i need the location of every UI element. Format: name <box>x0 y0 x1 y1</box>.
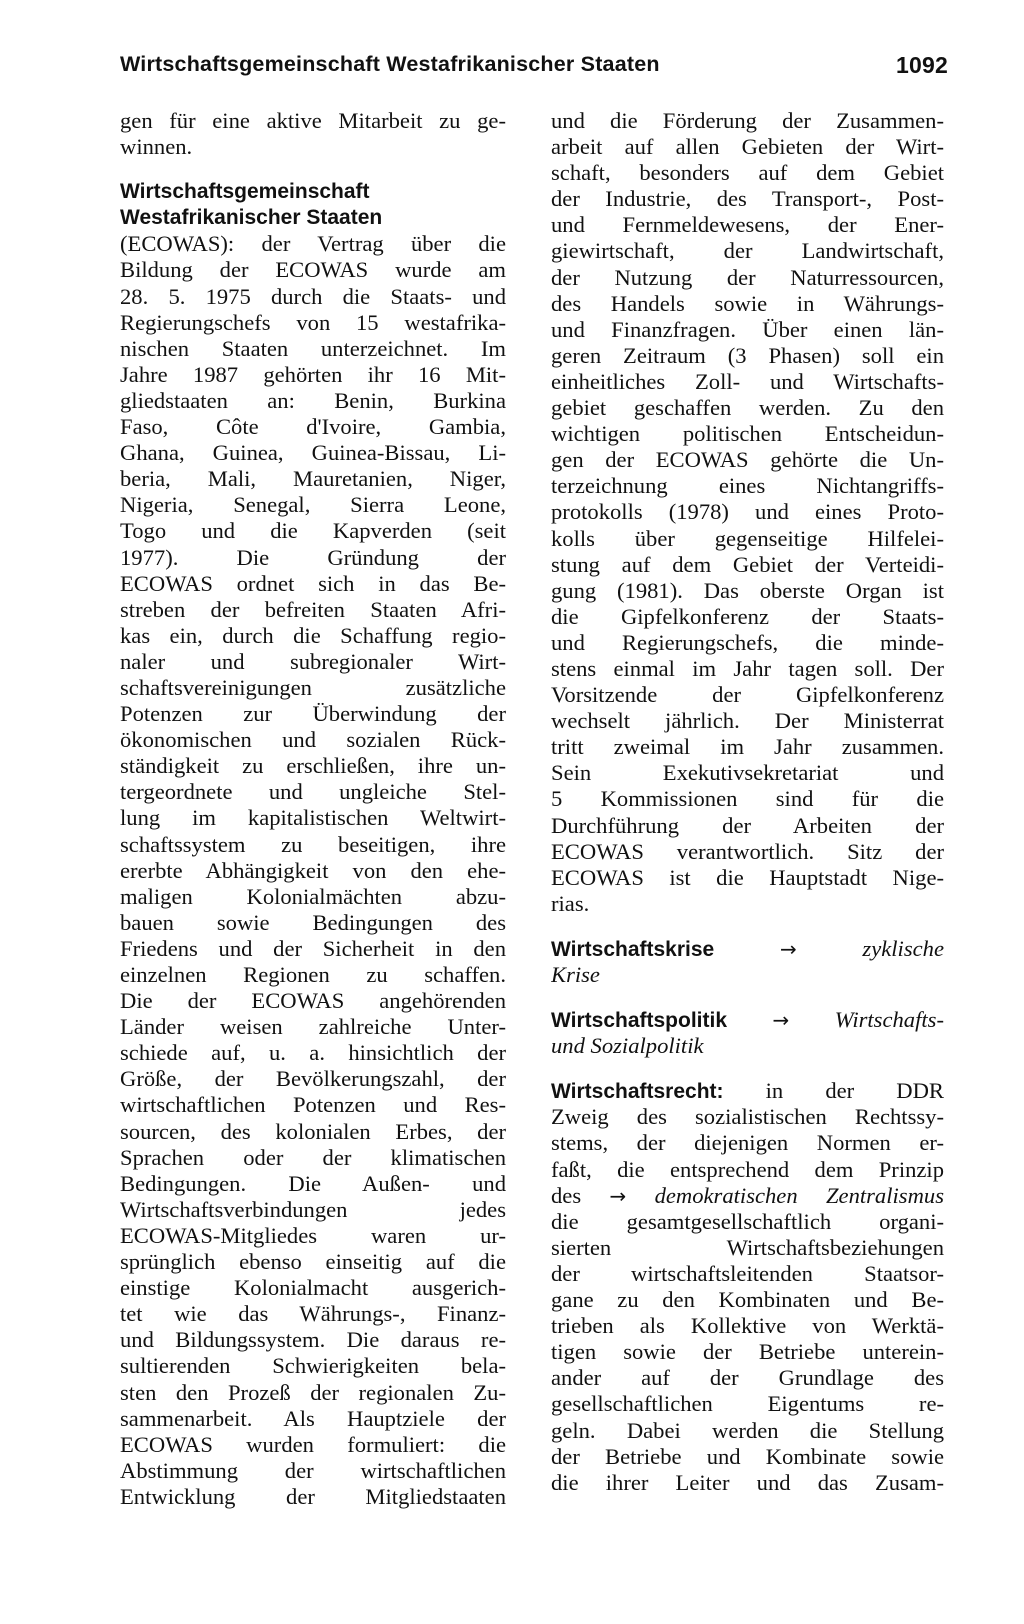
entry-line <box>551 1183 944 1209</box>
text-line: ECOWAS ordnet sich in das Be- <box>120 570 506 596</box>
running-head-title: Wirtschaftsgemeinschaft Westafrikanischer Staaten <box>120 52 660 76</box>
text-line: ECOWAS verantwortlich. Sitz der <box>551 838 944 864</box>
text-line: gen der ECOWAS gehörte die Un- <box>551 447 944 473</box>
entry-line <box>551 1078 944 1104</box>
cross-reference-arrow-icon: → <box>779 936 797 961</box>
text-line: tergeordnete und ungleiche Stel- <box>120 779 506 805</box>
text-line: wechselt jährlich. Der Ministerrat <box>551 708 944 734</box>
text-line: und Finanzfragen. Über einen län- <box>551 316 944 342</box>
text-line: sten den Prozeß der regionalen Zu- <box>120 1379 506 1405</box>
text-line: faßt, die entsprechend dem Prinzip <box>551 1156 944 1182</box>
text-line: Abstimmung der wirtschaftlichen <box>120 1457 506 1483</box>
cross-reference-arrow-icon: → <box>772 1008 790 1033</box>
text-line: Jahre 1987 gehörten ihr 16 Mit- <box>120 361 506 387</box>
text-line: schaftssystem zu beseitigen, ihre <box>120 831 506 857</box>
text-line: ererbte Abhängigkeit von den ehe- <box>120 857 506 883</box>
right-column <box>551 108 944 1496</box>
text-line: Entwicklung der Mitgliedstaaten <box>120 1483 506 1509</box>
text-line: und Regierungschefs, die minde- <box>551 629 944 655</box>
entry-wirtschaftsrecht <box>551 1078 944 1496</box>
text-line: einheitliches Zoll- und Wirtschafts- <box>551 368 944 394</box>
text-line: Nigeria, Senegal, Sierra Leone, <box>120 492 506 518</box>
text-line: kolls über gegenseitige Hilfelei- <box>551 525 944 551</box>
text-line: gesellschaftlichen Eigentums re- <box>551 1391 944 1417</box>
intro-text <box>120 108 506 160</box>
entry-body <box>551 1209 944 1496</box>
text-line: schiede auf, u. a. hinsichtlich der <box>120 1040 506 1066</box>
text-line: (ECOWAS): der Vertrag über die <box>120 231 506 257</box>
text-line: wichtigen politischen Entscheidun- <box>551 421 944 447</box>
text-line: ECOWAS wurden formuliert: die <box>120 1431 506 1457</box>
text-line: giewirtschaft, der Landwirtschaft, <box>551 238 944 264</box>
text-line: gung (1981). Das oberste Organ ist <box>551 577 944 603</box>
text-line: trieben als Kollektive von Werktä- <box>551 1313 944 1339</box>
text-line: Wirtschaftsverbindungen jedes <box>120 1196 506 1222</box>
text-line: Bedingungen. Die Außen- und <box>120 1170 506 1196</box>
text-line: Zweig des sozialistischen Rechtssy- <box>551 1104 944 1130</box>
text-line: tigen sowie der Betriebe unterein- <box>551 1339 944 1365</box>
text-line: wirtschaftlichen Potenzen und Res- <box>120 1092 506 1118</box>
text-line: Togo und die Kapverden (seit <box>120 518 506 544</box>
cross-reference-link[interactable]: demokratischen Zentralismus <box>654 1182 944 1208</box>
text-line: protokolls (1978) und eines Proto- <box>551 499 944 525</box>
entry-headword: Westafrikanischer Staaten <box>120 206 383 230</box>
text-line: 1977). Die Gründung der <box>120 544 506 570</box>
text-line: winnen. <box>120 134 193 160</box>
text-line: sultierenden Schwierigkeiten bela- <box>120 1353 506 1379</box>
text-line: kas ein, durch die Schaffung regio- <box>120 622 506 648</box>
entry-text: in der DDR <box>765 1078 944 1104</box>
cross-reference-link[interactable]: Wirtschafts- <box>834 1007 944 1033</box>
text-line: ECOWAS-Mitgliedes waren ur- <box>120 1222 506 1248</box>
text-line: maligen Kolonialmächten abzu- <box>120 883 506 909</box>
text-line: sourcen, des kolonialen Erbes, der <box>120 1118 506 1144</box>
cross-reference-link[interactable]: und Sozialpolitik <box>551 1033 704 1059</box>
text-line: und Fernmeldewesens, der Ener- <box>551 212 944 238</box>
text-line: gebiet geschaffen werden. Zu den <box>551 395 944 421</box>
text-line: Faso, Côte d'Ivoire, Gambia, <box>120 414 506 440</box>
text-line: der wirtschaftsleitenden Staatsor- <box>551 1260 944 1286</box>
text-line: lung im kapitalistischen Weltwirt- <box>120 805 506 831</box>
text-line: stems, der diejenigen Normen er- <box>551 1130 944 1156</box>
cross-reference-link[interactable]: Krise <box>551 962 600 987</box>
text-line: geren Zeitraum (3 Phasen) soll ein <box>551 342 944 368</box>
left-column <box>120 108 506 1510</box>
text-line: Potenzen zur Überwindung der <box>120 701 506 727</box>
entry-line <box>551 1007 944 1033</box>
text-line: ander auf der Grundlage des <box>551 1365 944 1391</box>
text-line: schaftsvereinigungen zusätzliche <box>120 674 506 700</box>
text-line: Friedens und der Sicherheit in den <box>120 935 506 961</box>
entry-headword: Wirtschaftskrise <box>551 937 715 961</box>
text-line: Sprachen oder der klimatischen <box>120 1144 506 1170</box>
page-number: 1092 <box>896 52 948 78</box>
text-line: und Bildungssystem. Die daraus re- <box>120 1327 506 1353</box>
text-line: naler und subregionaler Wirt- <box>120 648 506 674</box>
entry-line <box>551 936 944 962</box>
text-line: die ihrer Leiter und das Zusam- <box>551 1469 944 1495</box>
text-line: stens einmal im Jahr tagen soll. Der <box>551 655 944 681</box>
text-line: Ghana, Guinea, Guinea-Bissau, Li- <box>120 440 506 466</box>
text-line: Bildung der ECOWAS wurde am <box>120 257 506 283</box>
text-line: der Betriebe und Kombinate sowie <box>551 1443 944 1469</box>
text-line: einzelnen Regionen zu schaffen. <box>120 962 506 987</box>
text-line: Größe, der Bevölkerungszahl, der <box>120 1066 506 1092</box>
text-line: die Gipfelkonferenz der Staats- <box>551 603 944 629</box>
cross-reference-arrow-icon: → <box>609 1183 627 1208</box>
text-line: Sein Exekutivsekretariat und <box>551 760 944 786</box>
text-line: 5 Kommissionen sind für die <box>551 786 944 812</box>
text-line: gen für eine aktive Mitarbeit zu ge- <box>120 108 506 133</box>
entry-body <box>551 1104 944 1182</box>
text-line: Regierungschefs von 15 westafrika- <box>120 309 506 335</box>
entry-headword: Wirtschaftsrecht: <box>551 1080 724 1104</box>
running-head <box>120 52 948 84</box>
entry-wirtschaftskrise <box>551 936 944 988</box>
text-line: beria, Mali, Mauretanien, Niger, <box>120 466 506 492</box>
text-line: ökonomischen und sozialen Rück- <box>120 727 506 753</box>
text-line: tet wie das Währungs-, Finanz- <box>120 1301 506 1327</box>
text-line: Durchführung der Arbeiten der <box>551 812 944 838</box>
entry-text: des <box>551 1182 582 1208</box>
text-line: 28. 5. 1975 durch die Staats- und <box>120 283 506 309</box>
text-line: Länder weisen zahlreiche Unter- <box>120 1014 506 1040</box>
text-line: bauen sowie Bedingungen des <box>120 909 506 935</box>
text-line: einstige Kolonialmacht ausgerich- <box>120 1275 506 1301</box>
text-line: ECOWAS ist die Hauptstadt Nige- <box>551 864 944 890</box>
text-line: gliedstaaten an: Benin, Burkina <box>120 387 506 413</box>
text-line: der Industrie, des Transport-, Post- <box>551 186 944 212</box>
text-line: sierten Wirtschaftsbeziehungen <box>551 1234 944 1260</box>
text-line: schaft, besonders auf dem Gebiet <box>551 160 944 186</box>
entry-body <box>120 231 506 1510</box>
text-line: ständigkeit zu erschließen, ihre un- <box>120 753 506 779</box>
text-line: der Nutzung der Naturressourcen, <box>551 264 944 290</box>
text-line: rias. <box>551 890 590 916</box>
text-line: geln. Dabei werden die Stellung <box>551 1417 944 1443</box>
text-line: des Handels sowie in Währungs- <box>551 290 944 316</box>
text-line: streben der befreiten Staaten Afri- <box>120 596 506 622</box>
entry-ecowas-continued <box>551 108 944 917</box>
text-line: gane zu den Kombinaten und Be- <box>551 1287 944 1313</box>
cross-reference-link[interactable]: zyklische <box>862 935 944 961</box>
text-line: arbeit auf allen Gebieten der Wirt- <box>551 134 944 160</box>
text-line: tritt zweimal im Jahr zusammen. <box>551 734 944 760</box>
text-line: sprünglich ebenso einseitig auf die <box>120 1249 506 1275</box>
entry-ecowas <box>120 179 506 1510</box>
text-line: sammenarbeit. Als Hauptziele der <box>120 1405 506 1431</box>
entry-headword: Wirtschaftsgemeinschaft <box>120 180 370 204</box>
text-line: stung auf dem Gebiet der Verteidi- <box>551 551 944 577</box>
text-line: und die Förderung der Zusammen- <box>551 108 944 133</box>
text-line: die gesamtgesellschaftlich organi- <box>551 1208 944 1234</box>
entry-headword: Wirtschaftspolitik <box>551 1009 727 1033</box>
text-line: nischen Staaten unterzeichnet. Im <box>120 335 506 361</box>
text-line: Vorsitzende der Gipfelkonferenz <box>551 682 944 708</box>
text-line: terzeichnung eines Nichtangriffs- <box>551 473 944 499</box>
entry-wirtschaftspolitik <box>551 1007 944 1059</box>
text-line: Die der ECOWAS angehörenden <box>120 988 506 1014</box>
